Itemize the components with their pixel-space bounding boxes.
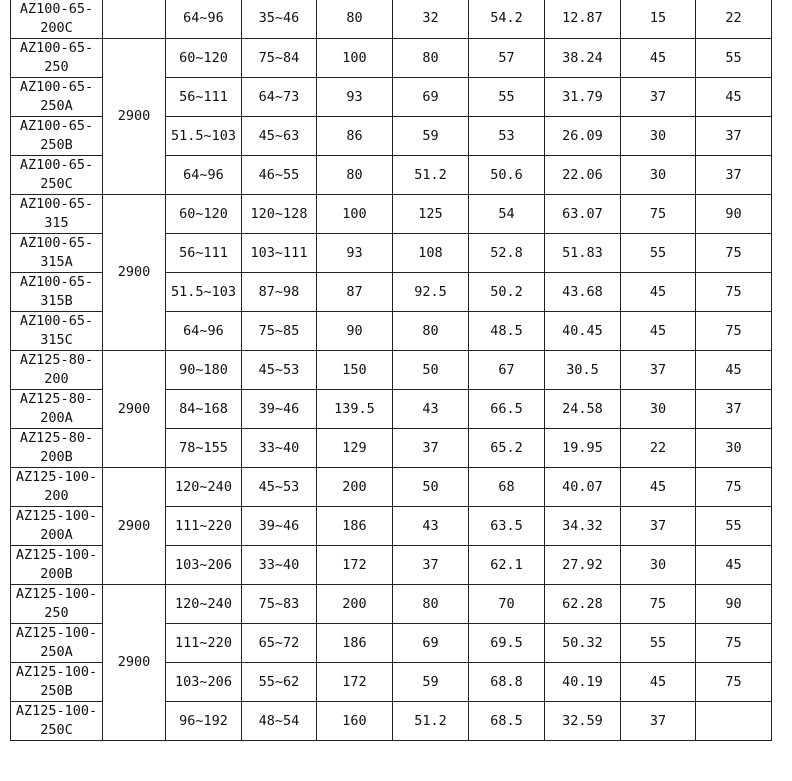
value-cell-c8: 22 xyxy=(696,0,772,39)
value-cell-c4: 69 xyxy=(393,624,469,663)
model-cell: AZ100-65-315B xyxy=(11,273,103,312)
value-cell-c4: 80 xyxy=(393,585,469,624)
value-cell-c6: 31.79 xyxy=(545,78,621,117)
value-cell-c5: 50.2 xyxy=(469,273,545,312)
value-cell-c7: 37 xyxy=(621,78,696,117)
table-row xyxy=(11,351,772,390)
value-cell-c8: 45 xyxy=(696,351,772,390)
value-cell-c6: 12.87 xyxy=(545,0,621,39)
value-cell-c6: 22.06 xyxy=(545,156,621,195)
value-cell-c3: 200 xyxy=(317,585,393,624)
value-cell-c7: 45 xyxy=(621,663,696,702)
value-cell-c5: 68.8 xyxy=(469,663,545,702)
value-cell-flow: 90~180 xyxy=(166,351,242,390)
value-cell-c6: 51.83 xyxy=(545,234,621,273)
value-cell-c4: 50 xyxy=(393,351,469,390)
value-cell-c4: 59 xyxy=(393,117,469,156)
value-cell-c6: 43.68 xyxy=(545,273,621,312)
value-cell-c5: 57 xyxy=(469,39,545,78)
value-cell-c7: 75 xyxy=(621,585,696,624)
value-cell-c7: 75 xyxy=(621,195,696,234)
value-cell-flow: 51.5~103 xyxy=(166,273,242,312)
table-row xyxy=(11,468,772,507)
value-cell-c3: 93 xyxy=(317,78,393,117)
value-cell-c3: 100 xyxy=(317,39,393,78)
value-cell-c7: 45 xyxy=(621,312,696,351)
value-cell-head: 65~72 xyxy=(242,624,317,663)
model-cell: AZ125-100-250C xyxy=(11,702,103,741)
speed-cell: 2900 xyxy=(103,39,166,195)
value-cell-c3: 93 xyxy=(317,234,393,273)
model-cell: AZ125-80-200A xyxy=(11,390,103,429)
value-cell-c5: 63.5 xyxy=(469,507,545,546)
value-cell-c4: 108 xyxy=(393,234,469,273)
value-cell-c8: 90 xyxy=(696,585,772,624)
value-cell-c6: 27.92 xyxy=(545,546,621,585)
value-cell-c6: 40.07 xyxy=(545,468,621,507)
value-cell-c5: 54 xyxy=(469,195,545,234)
value-cell-c3: 186 xyxy=(317,507,393,546)
value-cell-c3: 86 xyxy=(317,117,393,156)
value-cell-c3: 80 xyxy=(317,156,393,195)
value-cell-c6: 30.5 xyxy=(545,351,621,390)
value-cell-c5: 50.6 xyxy=(469,156,545,195)
value-cell-c5: 55 xyxy=(469,78,545,117)
value-cell-head: 64~73 xyxy=(242,78,317,117)
value-cell-flow: 64~96 xyxy=(166,312,242,351)
table-row xyxy=(11,0,772,39)
table-row xyxy=(11,39,772,78)
value-cell-head: 45~63 xyxy=(242,117,317,156)
value-cell-c5: 68.5 xyxy=(469,702,545,741)
value-cell-head: 39~46 xyxy=(242,507,317,546)
value-cell-flow: 56~111 xyxy=(166,234,242,273)
value-cell-head: 35~46 xyxy=(242,0,317,39)
value-cell-c8: 37 xyxy=(696,117,772,156)
value-cell-c5: 65.2 xyxy=(469,429,545,468)
value-cell-flow: 103~206 xyxy=(166,663,242,702)
value-cell-c3: 90 xyxy=(317,312,393,351)
model-cell: AZ100-65-250 xyxy=(11,39,103,78)
speed-cell: 2900 xyxy=(103,351,166,468)
value-cell-c6: 38.24 xyxy=(545,39,621,78)
model-cell: AZ100-65-250B xyxy=(11,117,103,156)
value-cell-head: 87~98 xyxy=(242,273,317,312)
value-cell-c7: 37 xyxy=(621,702,696,741)
value-cell-head: 46~55 xyxy=(242,156,317,195)
value-cell-c3: 186 xyxy=(317,624,393,663)
value-cell-c5: 66.5 xyxy=(469,390,545,429)
value-cell-head: 75~85 xyxy=(242,312,317,351)
speed-cell: 2900 xyxy=(103,468,166,585)
value-cell-c8: 37 xyxy=(696,390,772,429)
value-cell-c7: 22 xyxy=(621,429,696,468)
value-cell-flow: 111~220 xyxy=(166,507,242,546)
value-cell-c8: 75 xyxy=(696,312,772,351)
value-cell-c5: 62.1 xyxy=(469,546,545,585)
value-cell-c8: 37 xyxy=(696,156,772,195)
value-cell-c3: 150 xyxy=(317,351,393,390)
model-cell: AZ100-65-315A xyxy=(11,234,103,273)
value-cell-head: 75~84 xyxy=(242,39,317,78)
value-cell-c5: 70 xyxy=(469,585,545,624)
value-cell-c3: 160 xyxy=(317,702,393,741)
speed-cell xyxy=(103,0,166,39)
value-cell-head: 120~128 xyxy=(242,195,317,234)
speed-cell: 2900 xyxy=(103,195,166,351)
value-cell-flow: 103~206 xyxy=(166,546,242,585)
model-cell: AZ100-65-200C xyxy=(11,0,103,39)
value-cell-c4: 125 xyxy=(393,195,469,234)
value-cell-c8: 75 xyxy=(696,234,772,273)
value-cell-head: 33~40 xyxy=(242,429,317,468)
value-cell-head: 103~111 xyxy=(242,234,317,273)
table-row xyxy=(11,195,772,234)
value-cell-c5: 69.5 xyxy=(469,624,545,663)
value-cell-c5: 67 xyxy=(469,351,545,390)
value-cell-c6: 50.32 xyxy=(545,624,621,663)
value-cell-c4: 69 xyxy=(393,78,469,117)
value-cell-c5: 53 xyxy=(469,117,545,156)
value-cell-c7: 30 xyxy=(621,546,696,585)
value-cell-c5: 54.2 xyxy=(469,0,545,39)
value-cell-head: 33~40 xyxy=(242,546,317,585)
model-cell: AZ125-100-200 xyxy=(11,468,103,507)
model-cell: AZ125-100-250B xyxy=(11,663,103,702)
value-cell-c8 xyxy=(696,702,772,741)
value-cell-c3: 129 xyxy=(317,429,393,468)
value-cell-head: 45~53 xyxy=(242,468,317,507)
model-cell: AZ125-80-200B xyxy=(11,429,103,468)
value-cell-head: 48~54 xyxy=(242,702,317,741)
value-cell-c4: 92.5 xyxy=(393,273,469,312)
value-cell-c3: 100 xyxy=(317,195,393,234)
value-cell-c7: 15 xyxy=(621,0,696,39)
value-cell-head: 55~62 xyxy=(242,663,317,702)
value-cell-c7: 55 xyxy=(621,624,696,663)
value-cell-c6: 34.32 xyxy=(545,507,621,546)
value-cell-c6: 26.09 xyxy=(545,117,621,156)
value-cell-c3: 172 xyxy=(317,546,393,585)
value-cell-flow: 60~120 xyxy=(166,39,242,78)
value-cell-c7: 30 xyxy=(621,117,696,156)
value-cell-flow: 84~168 xyxy=(166,390,242,429)
value-cell-c8: 45 xyxy=(696,546,772,585)
value-cell-c7: 37 xyxy=(621,351,696,390)
value-cell-flow: 111~220 xyxy=(166,624,242,663)
value-cell-c6: 24.58 xyxy=(545,390,621,429)
value-cell-c4: 43 xyxy=(393,507,469,546)
value-cell-c5: 48.5 xyxy=(469,312,545,351)
value-cell-c6: 40.45 xyxy=(545,312,621,351)
value-cell-c3: 80 xyxy=(317,0,393,39)
value-cell-c7: 30 xyxy=(621,156,696,195)
model-cell: AZ125-100-250A xyxy=(11,624,103,663)
value-cell-c7: 30 xyxy=(621,390,696,429)
value-cell-c4: 37 xyxy=(393,429,469,468)
value-cell-c7: 45 xyxy=(621,273,696,312)
value-cell-c5: 68 xyxy=(469,468,545,507)
value-cell-flow: 120~240 xyxy=(166,468,242,507)
model-cell: AZ125-80-200 xyxy=(11,351,103,390)
value-cell-c3: 172 xyxy=(317,663,393,702)
value-cell-c5: 52.8 xyxy=(469,234,545,273)
model-cell: AZ100-65-315 xyxy=(11,195,103,234)
value-cell-c3: 87 xyxy=(317,273,393,312)
value-cell-c8: 55 xyxy=(696,507,772,546)
value-cell-c7: 45 xyxy=(621,468,696,507)
value-cell-c4: 50 xyxy=(393,468,469,507)
value-cell-c8: 75 xyxy=(696,273,772,312)
value-cell-c3: 139.5 xyxy=(317,390,393,429)
value-cell-flow: 120~240 xyxy=(166,585,242,624)
value-cell-flow: 60~120 xyxy=(166,195,242,234)
value-cell-c4: 80 xyxy=(393,39,469,78)
value-cell-head: 45~53 xyxy=(242,351,317,390)
value-cell-c7: 37 xyxy=(621,507,696,546)
value-cell-c6: 40.19 xyxy=(545,663,621,702)
value-cell-c4: 80 xyxy=(393,312,469,351)
value-cell-c4: 51.2 xyxy=(393,702,469,741)
value-cell-c8: 45 xyxy=(696,78,772,117)
value-cell-flow: 56~111 xyxy=(166,78,242,117)
value-cell-c6: 19.95 xyxy=(545,429,621,468)
value-cell-flow: 64~96 xyxy=(166,0,242,39)
model-cell: AZ125-100-250 xyxy=(11,585,103,624)
value-cell-flow: 96~192 xyxy=(166,702,242,741)
value-cell-c8: 75 xyxy=(696,468,772,507)
value-cell-c4: 51.2 xyxy=(393,156,469,195)
value-cell-c4: 32 xyxy=(393,0,469,39)
value-cell-flow: 51.5~103 xyxy=(166,117,242,156)
value-cell-c6: 32.59 xyxy=(545,702,621,741)
table-body xyxy=(11,0,772,741)
model-cell: AZ100-65-315C xyxy=(11,312,103,351)
model-cell: AZ125-100-200A xyxy=(11,507,103,546)
value-cell-head: 39~46 xyxy=(242,390,317,429)
value-cell-c8: 75 xyxy=(696,624,772,663)
table-row xyxy=(11,585,772,624)
speed-cell: 2900 xyxy=(103,585,166,741)
value-cell-c7: 45 xyxy=(621,39,696,78)
model-cell: AZ125-100-200B xyxy=(11,546,103,585)
model-cell: AZ100-65-250A xyxy=(11,78,103,117)
value-cell-head: 75~83 xyxy=(242,585,317,624)
value-cell-c8: 75 xyxy=(696,663,772,702)
value-cell-c8: 55 xyxy=(696,39,772,78)
value-cell-c6: 63.07 xyxy=(545,195,621,234)
value-cell-c4: 37 xyxy=(393,546,469,585)
value-cell-flow: 78~155 xyxy=(166,429,242,468)
value-cell-c4: 59 xyxy=(393,663,469,702)
model-cell: AZ100-65-250C xyxy=(11,156,103,195)
value-cell-c8: 90 xyxy=(696,195,772,234)
pump-spec-table xyxy=(10,0,772,741)
value-cell-c6: 62.28 xyxy=(545,585,621,624)
value-cell-c4: 43 xyxy=(393,390,469,429)
value-cell-flow: 64~96 xyxy=(166,156,242,195)
value-cell-c7: 55 xyxy=(621,234,696,273)
value-cell-c3: 200 xyxy=(317,468,393,507)
value-cell-c8: 30 xyxy=(696,429,772,468)
